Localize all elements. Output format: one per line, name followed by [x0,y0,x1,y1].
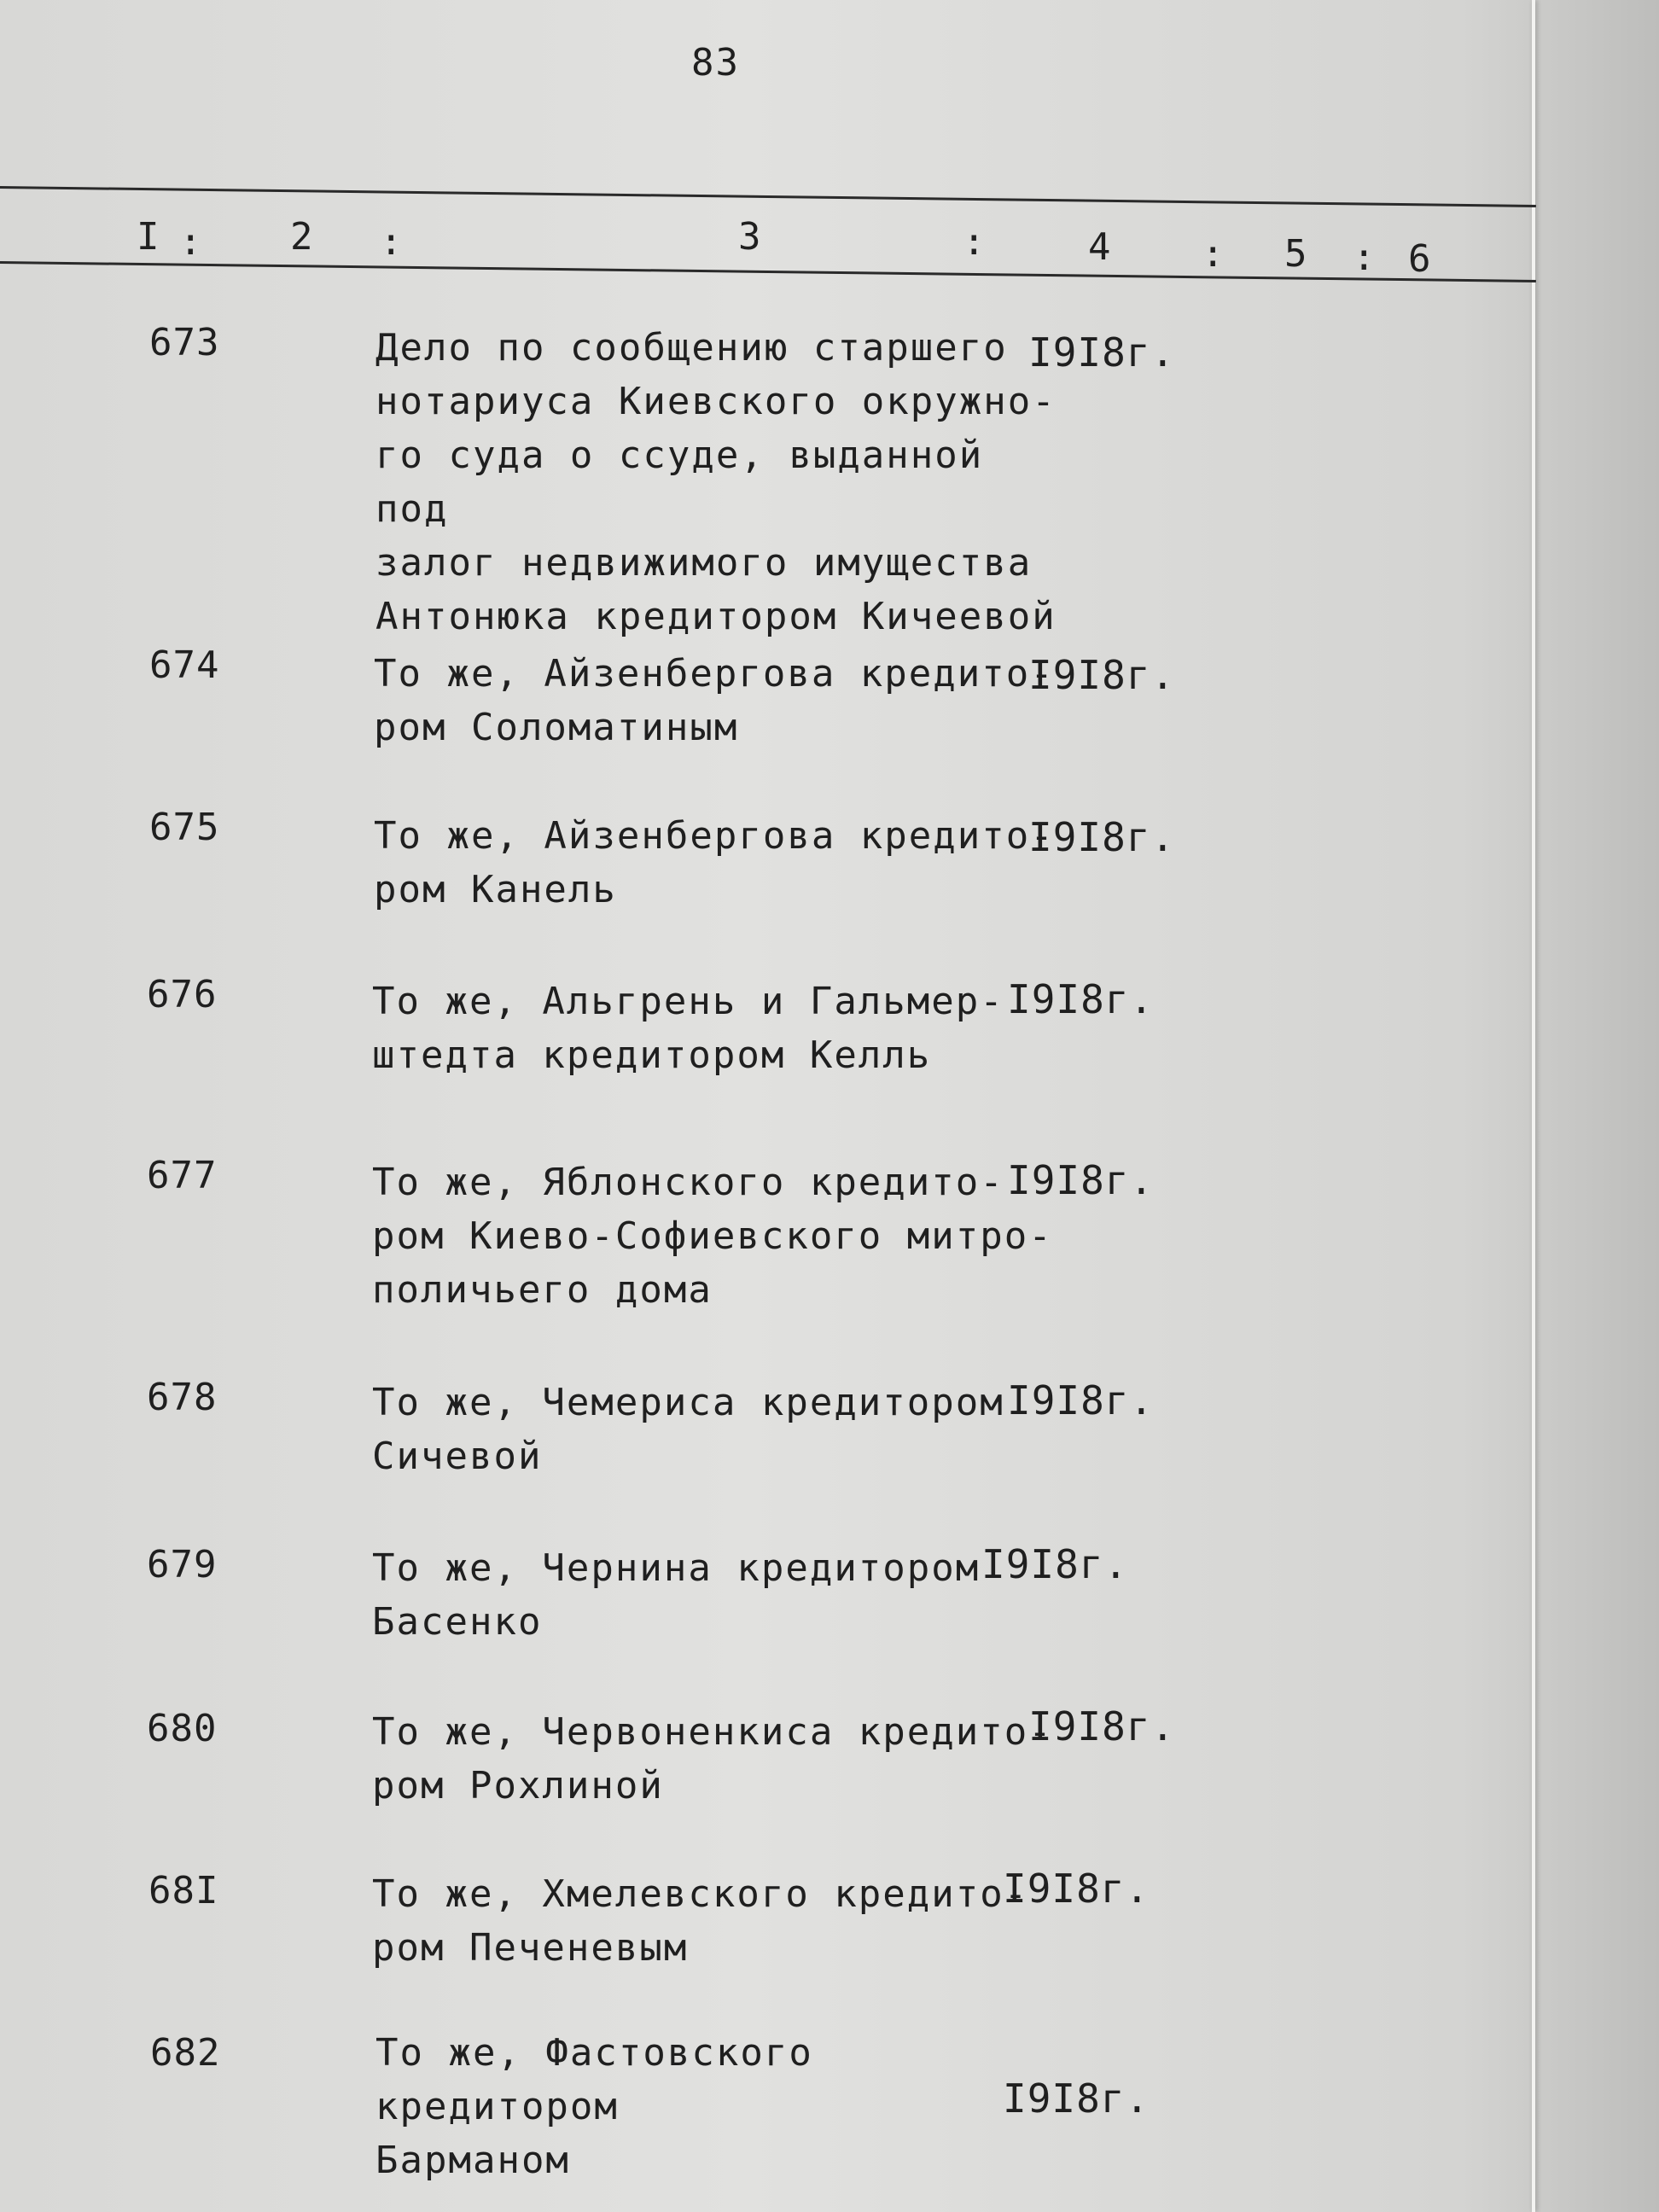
entry-title: То же, Яблонского кредито- ром Киево-Софиевского митро- поличьего дома [372,1161,1053,1312]
entry-number: 677 [147,1154,218,1197]
entry-number: 680 [147,1707,218,1750]
header-separator-2: : [380,220,403,264]
entry-title: То же, Айзенбергова кредито- ром Соломатиным [374,652,1055,749]
entry-title: То же, Айзенбергова кредито- ром Канель [374,814,1055,911]
entry-title: Дело по сообщению старшего нотариуса Киевского окружно- го суда о ссуде, выданной под залог недвижимого имущества Антонюка кредитором Кичеевой [375,326,1057,638]
entry-title: То же, Альгрень и Гальмер- штедта кредитором Келль [372,980,1004,1077]
entry-number: 674 [149,643,220,687]
entry-date: I9I8г. [1028,652,1176,698]
entry-number: 675 [149,806,220,849]
header-col-4: 4 [1088,225,1111,269]
header-separator-4: : [1202,232,1225,276]
header-separator-5: : [1353,236,1376,279]
header-top-rule [0,186,1536,207]
entry-number: 678 [147,1376,218,1419]
header-separator-3: : [963,220,986,264]
entry-number: 68I [148,1869,219,1912]
entry-title: То же, Червоненкиса кредито- ром Рохлиной [372,1710,1053,1807]
header-col-1: I [137,215,160,259]
entry-title: То же, Чемериса кредитором Сичевой [372,1381,1004,1478]
header-separator-1: : [179,220,202,264]
entry-date: I9I8г. [1007,976,1155,1022]
entry-number: 676 [147,973,218,1016]
header-col-3: 3 [738,215,761,259]
entry-number: 682 [150,2031,221,2075]
entry-title: То же, Чернина кредитором Басенко [372,1546,981,1644]
page-number: 83 [691,41,740,84]
entry-number: 673 [149,321,220,364]
entry-date: I9I8г. [1028,329,1176,375]
entry-number: 679 [147,1543,218,1586]
entry-date: I9I8г. [1028,1703,1176,1749]
header-col-5: 5 [1284,232,1307,276]
header-col-2: 2 [290,215,313,259]
entry-date: I9I8г. [1003,1866,1150,1912]
entry-date: I9I8г. [981,1541,1129,1587]
page-edge [1532,0,1535,2212]
entry-date: I9I8г. [1007,1157,1155,1203]
entry-date: I9I8г. [1028,814,1176,860]
entry-date: I9I8г. [1007,1377,1155,1423]
header-col-6: 6 [1408,237,1431,281]
entry-title: То же, Фастовского кредитором Барманом [375,2031,813,2182]
entry-date: I9I8г. [1003,2075,1150,2122]
entry-title: То же, Хмелевского кредито- ром Печеневым [372,1872,1029,1970]
